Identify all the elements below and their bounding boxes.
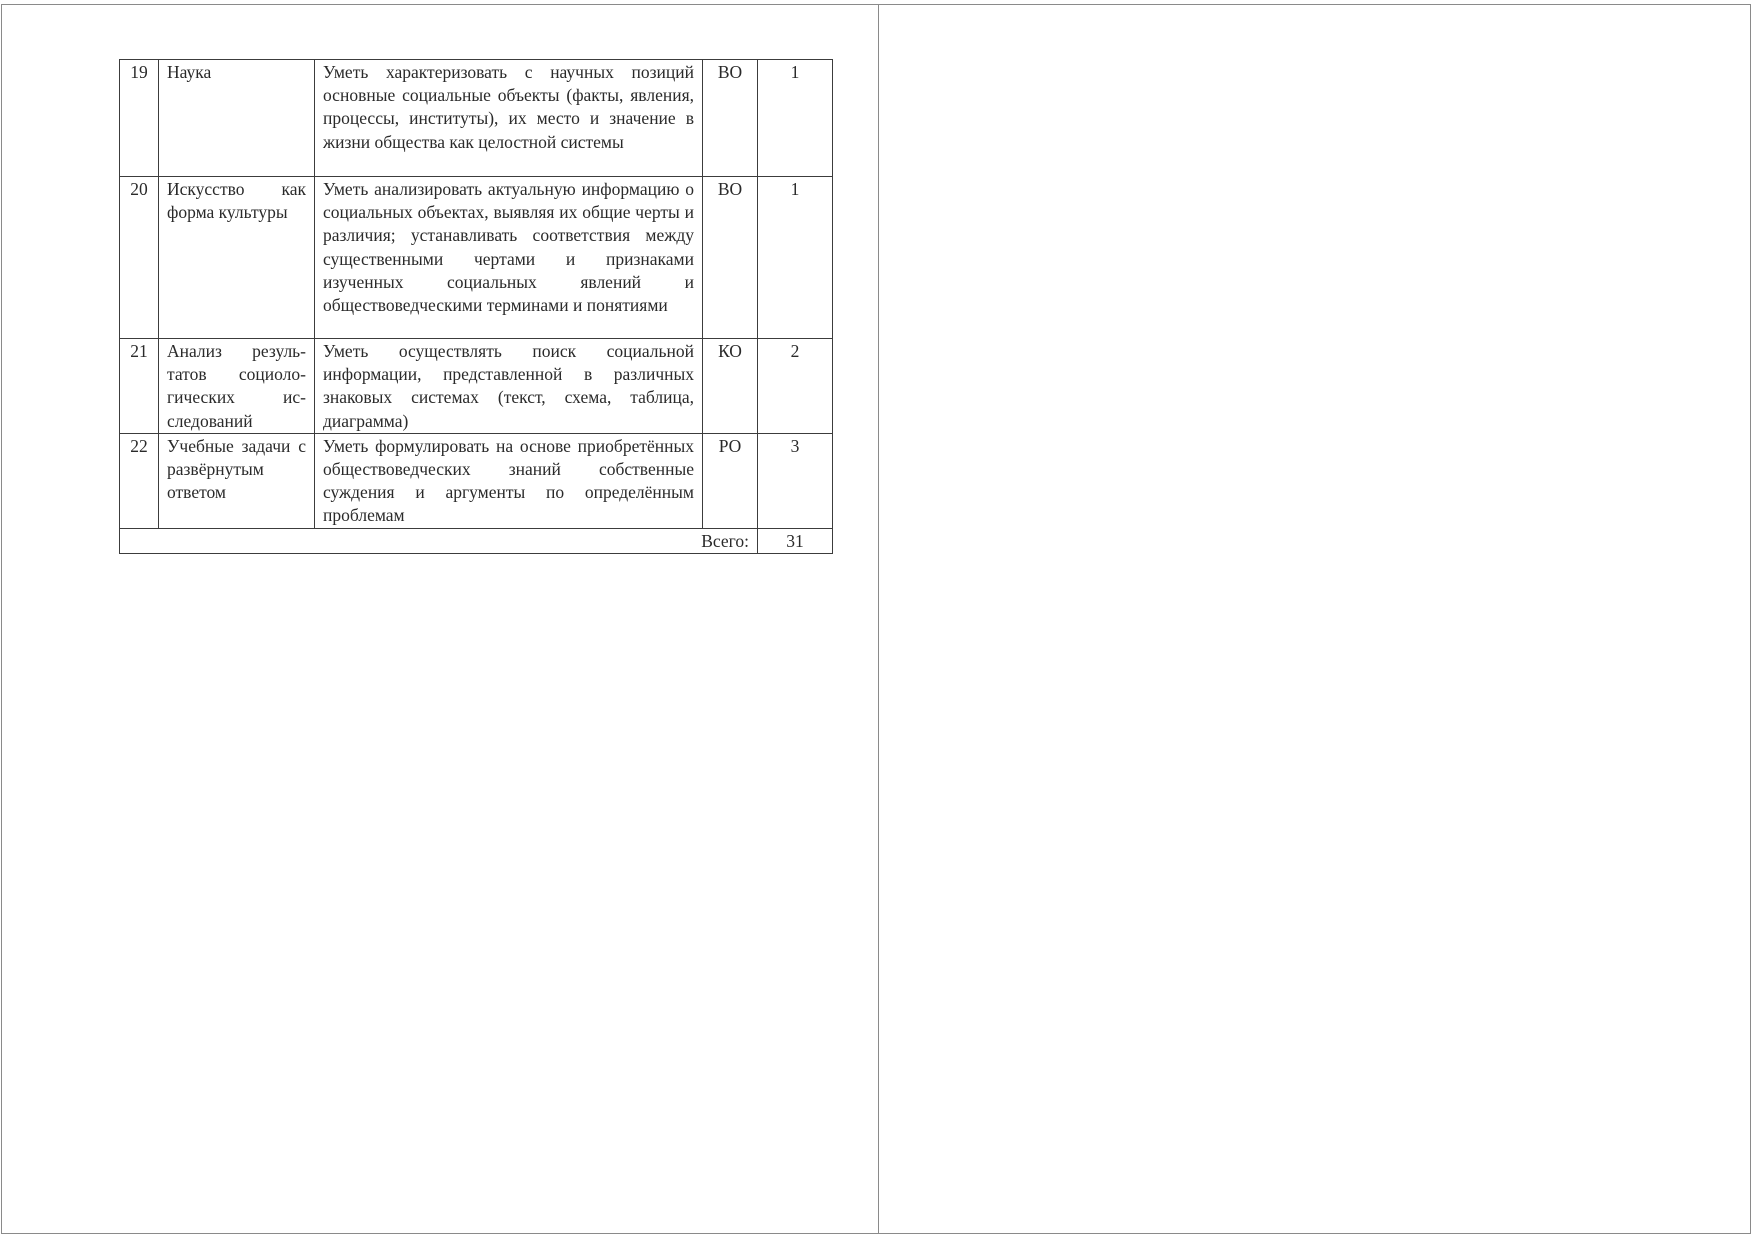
specification-table xyxy=(119,59,833,554)
row-topic: Наука xyxy=(159,60,315,177)
row-requirement: Уметь анализировать актуальную информацию о социальных объектах, выявляя их общие черты и различия; устанавливать соответствия между существенными чертами и признаками изученных социальных явлений и обществоведческими терминами и понятиями xyxy=(315,177,703,339)
row-max-score: 2 xyxy=(758,339,833,434)
row-requirement: Уметь формулировать на основе приобретённых обществоведческих знаний собственные суждения и аргументы по определённым проблемам xyxy=(315,433,703,528)
total-label: Всего: xyxy=(120,528,758,553)
row-requirement: Уметь осуществлять поиск социальной информации, представленной в различных знаковых системах (текст, схема, таблица, диаграмма) xyxy=(315,339,703,434)
table-row xyxy=(120,177,833,339)
row-number: 22 xyxy=(120,433,159,528)
total-value: 31 xyxy=(758,528,833,553)
document-spread xyxy=(1,4,1751,1234)
row-requirement: Уметь характеризовать с научных позиций основные социальные объекты (факты, явления, процессы, институты), их место и значение в жизни общества как целостной системы xyxy=(315,60,703,177)
row-task-type: ВО xyxy=(703,177,758,339)
table-row xyxy=(120,433,833,528)
row-max-score: 1 xyxy=(758,60,833,177)
table-row xyxy=(120,60,833,177)
row-number: 19 xyxy=(120,60,159,177)
right-page xyxy=(879,5,1750,1233)
total-row xyxy=(120,528,833,553)
row-max-score: 3 xyxy=(758,433,833,528)
row-topic: Искусство как форма культуры xyxy=(159,177,315,339)
row-number: 20 xyxy=(120,177,159,339)
row-task-type: РО xyxy=(703,433,758,528)
row-topic: Учебные задачи с развёрнутым ответом xyxy=(159,433,315,528)
left-page xyxy=(2,5,878,1233)
table-row xyxy=(120,339,833,434)
row-number: 21 xyxy=(120,339,159,434)
row-topic: Анализ результатов социологических исследований xyxy=(159,339,315,434)
row-task-type: ВО xyxy=(703,60,758,177)
row-task-type: КО xyxy=(703,339,758,434)
row-max-score: 1 xyxy=(758,177,833,339)
